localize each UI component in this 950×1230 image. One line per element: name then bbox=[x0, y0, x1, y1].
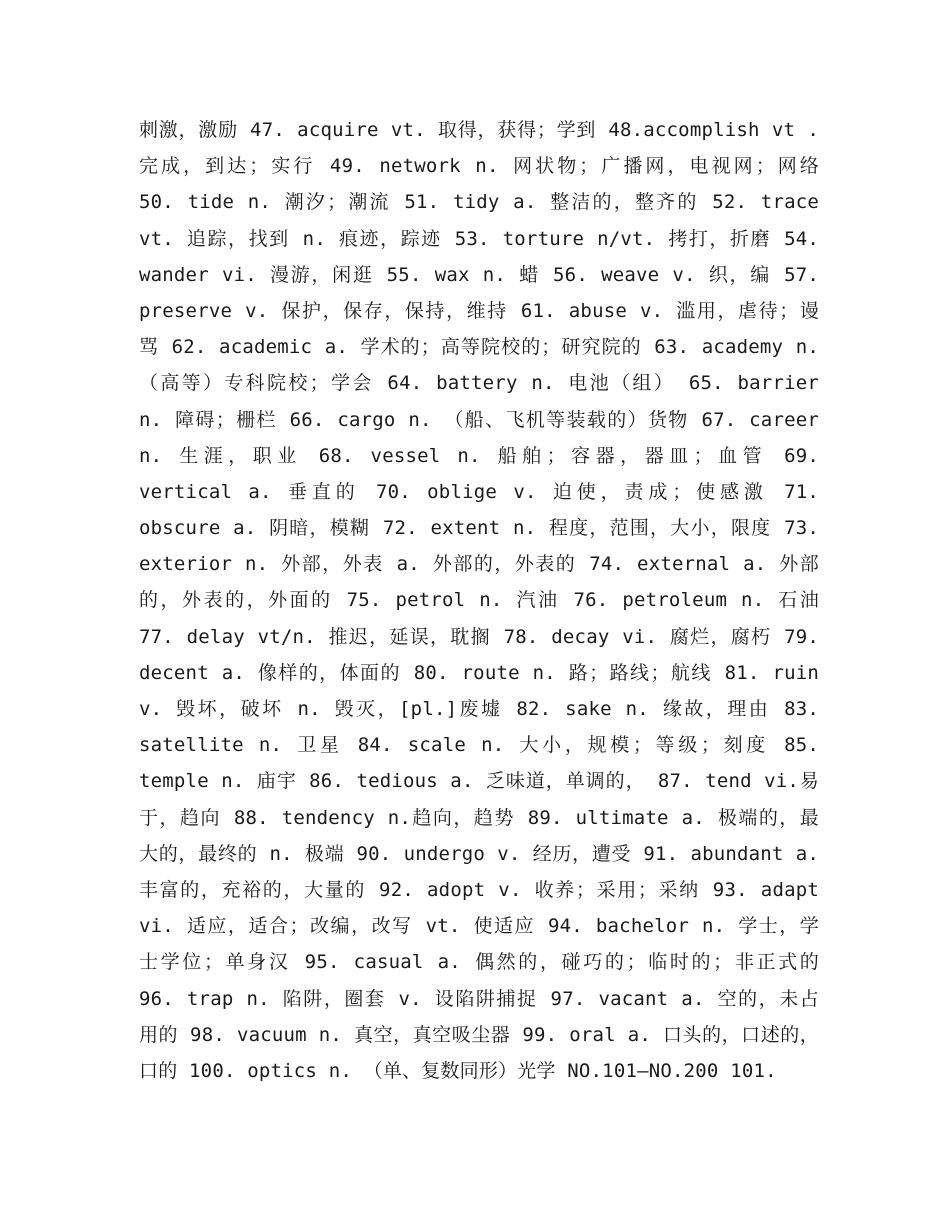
text-line: 于，趋向 88. tendency n.趋向，趋势 89. ultimate a. 极端的，最 bbox=[139, 806, 819, 829]
text-line: decent a. 像样的，体面的 80. route n. 路；路线；航线 81. ruin bbox=[139, 661, 819, 684]
text-line: wander vi. 漫游，闲逛 55. wax n. 蜡 56. weave v. 织，编 57. bbox=[139, 263, 819, 286]
text-line: 骂 62. academic a. 学术的；高等院校的；研究院的 63. academy n. bbox=[139, 336, 819, 359]
text-line: n. 生涯，职业 68. vessel n. 船舶；容器，器皿；血管 69. bbox=[139, 444, 819, 467]
text-line: 50. tide n. 潮汐；潮流 51. tidy a. 整洁的，整齐的 52. trace bbox=[139, 191, 819, 214]
text-line: v. 毁坏，破坏 n. 毁灭，[pl.]废墟 82. sake n. 缘故，理由 83. bbox=[139, 698, 819, 720]
text-line: 士学位；单身汉 95. casual a. 偶然的，碰巧的；临时的；非正式的 bbox=[139, 951, 819, 974]
text-line: vertical a. 垂直的 70. oblige v. 迫使，责成；使感激 71. bbox=[139, 480, 819, 503]
text-line: vt. 追踪，找到 n. 痕迹，踪迹 53. torture n/vt. 拷打，折磨 54. bbox=[139, 227, 819, 250]
vocabulary-text-block bbox=[139, 112, 819, 1089]
text-line: （高等）专科院校；学会 64. battery n. 电池（组） 65. barrier bbox=[139, 372, 819, 395]
text-line: 77. delay vt/n. 推迟，延误，耽搁 78. decay vi. 腐烂，腐朽 79. bbox=[139, 625, 819, 648]
text-line: 丰富的，充裕的，大量的 92. adopt v. 收养；采用；采纳 93. adapt bbox=[139, 878, 819, 901]
text-line: 的，外表的，外面的 75. petrol n. 汽油 76. petroleum n. 石油 bbox=[139, 589, 819, 612]
text-line: 口的 100. optics n. （单、复数同形）光学 NO.101—NO.200 101. bbox=[139, 1059, 777, 1082]
text-line: 96. trap n. 陷阱，圈套 v. 设陷阱捕捉 97. vacant a. 空的，未占 bbox=[139, 987, 819, 1010]
text-line: preserve v. 保护，保存，保持，维持 61. abuse v. 滥用，虐待；谩 bbox=[139, 299, 819, 322]
text-line: temple n. 庙宇 86. tedious a. 乏味道，单调的， 87. tend vi.易 bbox=[139, 770, 819, 793]
text-line: n. 障碍；栅栏 66. cargo n. （船、飞机等装载的）货物 67. career bbox=[139, 408, 819, 431]
text-line: satellite n. 卫星 84. scale n. 大小，规模；等级；刻度 85. bbox=[139, 734, 819, 757]
text-line: 完成，到达；实行 49. network n. 网状物；广播网，电视网；网络 bbox=[139, 155, 819, 178]
text-line: exterior n. 外部，外表 a. 外部的，外表的 74. external a. 外部 bbox=[139, 553, 819, 576]
text-line: vi. 适应，适合；改编，改写 vt. 使适应 94. bachelor n. 学士，学 bbox=[139, 915, 819, 938]
text-line: 用的 98. vacuum n. 真空，真空吸尘器 99. oral a. 口头的，口述的， bbox=[139, 1023, 819, 1046]
text-line: 大的，最终的 n. 极端 90. undergo v. 经历，遭受 91. abundant a. bbox=[139, 842, 819, 865]
text-line: obscure a. 阴暗，模糊 72. extent n. 程度，范围，大小，限度 73. bbox=[139, 517, 819, 540]
text-line: 刺激，激励 47. acquire vt. 取得，获得；学到 48.accomplish vt . bbox=[139, 119, 819, 141]
